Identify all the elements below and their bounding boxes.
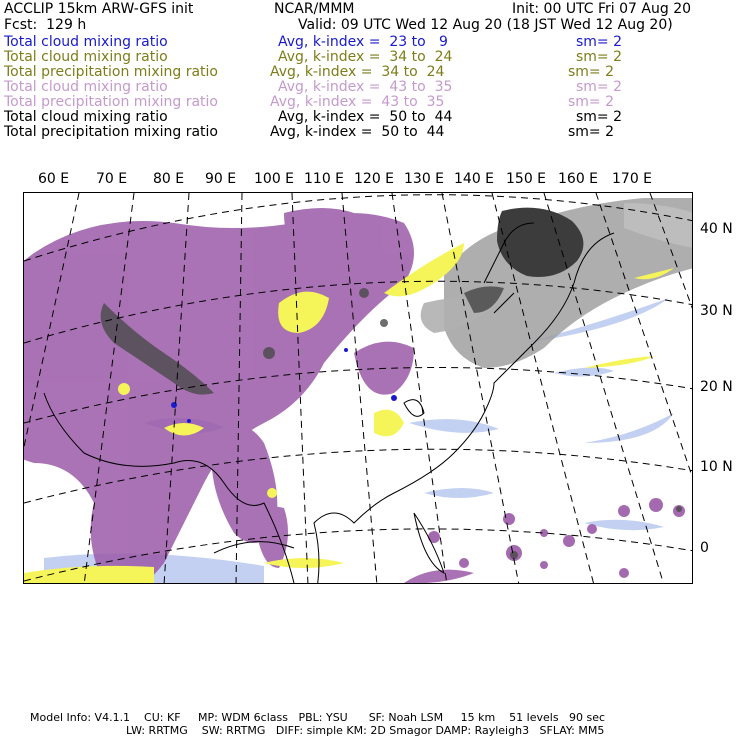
field-avg: Avg, k-index = 43 to 35: [270, 94, 445, 110]
field-name: Total cloud mixing ratio: [4, 34, 168, 50]
init-time: Init: 00 UTC Fri 07 Aug 20: [512, 1, 692, 17]
tropical-cloud-layer: [428, 498, 685, 578]
field-sm: sm= 2: [568, 64, 615, 80]
lat-label: 10 N: [700, 459, 733, 475]
field-avg: Avg, k-index = 50 to 44: [278, 109, 453, 125]
lon-label: 120 E: [354, 171, 395, 187]
forecast-hour: Fcst: 129 h: [4, 17, 87, 33]
lat-label: 0: [700, 540, 709, 556]
lon-label: 130 E: [404, 171, 445, 187]
field-avg: Avg, k-index = 34 to 24: [270, 64, 445, 80]
lon-label: 90 E: [205, 171, 237, 187]
lon-label: 70 E: [96, 171, 128, 187]
field-avg: Avg, k-index = 23 to 9: [278, 34, 448, 50]
field-avg: Avg, k-index = 43 to 35: [278, 79, 453, 95]
field-sm: sm= 2: [576, 34, 623, 50]
lon-label: 60 E: [38, 171, 70, 187]
lon-label: 150 E: [506, 171, 547, 187]
title-left: ACCLIP 15km ARW-GFS init: [4, 1, 194, 17]
lat-label: 30 N: [700, 303, 733, 319]
field-name: Total cloud mixing ratio: [4, 79, 168, 95]
model-info-line2: LW: RRTMG SW: RRTMG DIFF: simple KM: 2D Smagor DAMP: Rayleigh3 SFLAY: MM5: [126, 724, 605, 737]
field-sm: sm= 2: [568, 94, 615, 110]
map-panel: [23, 192, 693, 584]
field-name: Total precipitation mixing ratio: [4, 94, 218, 110]
field-name: Total precipitation mixing ratio: [4, 64, 218, 80]
field-sm: sm= 2: [576, 49, 623, 65]
lon-label: 160 E: [558, 171, 599, 187]
valid-time: Valid: 09 UTC Wed 12 Aug 20 (18 JST Wed 12 Aug 20): [298, 17, 673, 33]
lat-label: 20 N: [700, 379, 733, 395]
lon-label: 110 E: [304, 171, 345, 187]
field-avg: Avg, k-index = 34 to 24: [278, 49, 453, 65]
gray-cloud-layer: [421, 198, 693, 368]
model-info-line1: Model Info: V4.1.1 CU: KF MP: WDM 6class PBL: YSU SF: Noah LSM 15 km 51 levels 90 sec: [30, 711, 606, 724]
lon-label: 100 E: [254, 171, 295, 187]
lat-label: 40 N: [700, 221, 733, 237]
title-center: NCAR/MMM: [274, 1, 355, 17]
field-sm: sm= 2: [576, 79, 623, 95]
lon-label: 80 E: [153, 171, 185, 187]
field-sm: sm= 2: [568, 124, 615, 140]
map-canvas: [24, 193, 693, 584]
field-avg: Avg, k-index = 50 to 44: [270, 124, 445, 140]
field-name: Total precipitation mixing ratio: [4, 124, 218, 140]
field-name: Total cloud mixing ratio: [4, 49, 168, 65]
field-name: Total cloud mixing ratio: [4, 109, 168, 125]
field-sm: sm= 2: [576, 109, 623, 125]
lon-label: 170 E: [612, 171, 653, 187]
lon-label: 140 E: [454, 171, 495, 187]
